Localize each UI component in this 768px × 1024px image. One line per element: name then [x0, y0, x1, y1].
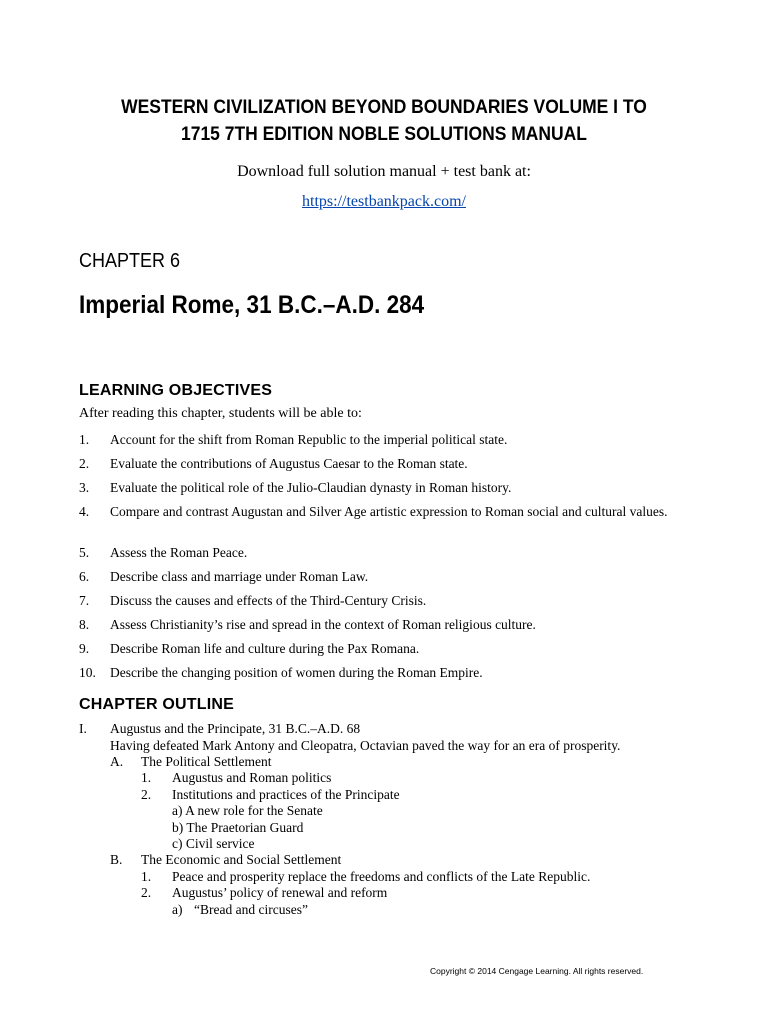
outline-text: The Political Settlement: [141, 754, 272, 769]
outline-text: Peace and prosperity replace the freedoms and conflicts of the Late Republic.: [172, 869, 591, 884]
objective-text: Evaluate the political role of the Julio-Claudian dynasty in Roman history.: [110, 480, 512, 495]
objective-text: Discuss the causes and effects of the Third-Century Crisis.: [110, 593, 427, 608]
objective-number: 2.: [79, 456, 90, 471]
objective-number: 10.: [79, 665, 96, 680]
outline-marker: 1.: [141, 869, 152, 884]
objective-item: [79, 431, 699, 448]
outline-marker: 1.: [141, 770, 152, 785]
outline-text: a) A new role for the Senate: [172, 803, 323, 818]
outline-text: Having defeated Mark Antony and Cleopatra, Octavian paved the way for an era of prosperity.: [110, 738, 621, 753]
objective-number: 8.: [79, 617, 90, 632]
objective-number: 9.: [79, 641, 90, 656]
title-line-1: WESTERN CIVILIZATION BEYOND BOUNDARIES VOLUME I TO: [121, 97, 647, 118]
chapter-outline-heading: CHAPTER OUTLINE: [79, 696, 234, 713]
objective-number: 3.: [79, 480, 90, 495]
objective-number: 1.: [79, 432, 90, 447]
objective-text: Account for the shift from Roman Republic to the imperial political state.: [110, 432, 508, 447]
objective-number: 6.: [79, 569, 90, 584]
outline-text: Augustus and the Principate, 31 B.C.–A.D. 68: [110, 721, 361, 736]
download-link[interactable]: https://testbankpack.com/: [302, 193, 466, 210]
outline-text: “Bread and circuses”: [194, 902, 308, 917]
copyright-footer: Copyright © 2014 Cengage Learning. All rights reserved.: [430, 966, 644, 976]
objective-text: Describe class and marriage under Roman Law.: [110, 569, 369, 584]
learning-objectives-intro: After reading this chapter, students will be able to:: [79, 406, 362, 421]
objective-item: [79, 568, 699, 585]
objective-number: 7.: [79, 593, 90, 608]
learning-objectives-heading: LEARNING OBJECTIVES: [79, 382, 273, 399]
title-line-2: 1715 7TH EDITION NOBLE SOLUTIONS MANUAL: [181, 124, 587, 145]
outline-marker: 2.: [141, 885, 152, 900]
objective-text: Assess the Roman Peace.: [110, 545, 248, 560]
objective-item: [79, 479, 699, 496]
outline-text: The Economic and Social Settlement: [141, 852, 342, 867]
outline-marker: B.: [110, 852, 123, 867]
objective-item: [79, 616, 699, 633]
outline-marker: I.: [79, 721, 87, 736]
outline-text: Institutions and practices of the Principate: [172, 787, 400, 802]
objective-item: [79, 640, 699, 657]
outline-text: Augustus’ policy of renewal and reform: [172, 885, 388, 900]
chapter-title: Imperial Rome, 31 B.C.–A.D. 284: [79, 291, 425, 319]
objective-text: Compare and contrast Augustan and Silver Age artistic expression to Roman social and cultural values.: [110, 504, 668, 519]
objective-item: [79, 664, 699, 681]
objective-item: [79, 503, 699, 520]
outline-text: Augustus and Roman politics: [172, 770, 332, 785]
download-link-container: [0, 193, 768, 211]
objective-item: [79, 592, 699, 609]
outline-marker: a): [172, 902, 183, 917]
objective-item: [79, 544, 699, 561]
chapter-label: CHAPTER 6: [79, 250, 181, 272]
outline-text: c) Civil service: [172, 836, 255, 851]
outline-text: b) The Praetorian Guard: [172, 820, 304, 835]
objective-text: Evaluate the contributions of Augustus Caesar to the Roman state.: [110, 456, 468, 471]
outline-marker: 2.: [141, 787, 152, 802]
objective-text: Describe Roman life and culture during the Pax Romana.: [110, 641, 420, 656]
document-title: [68, 94, 701, 148]
objective-text: Assess Christianity’s rise and spread in the context of Roman religious culture.: [110, 617, 536, 632]
objective-number: 4.: [79, 504, 90, 519]
objective-item: [79, 455, 699, 472]
download-text: Download full solution manual + test bank at:: [237, 163, 531, 180]
outline-marker: A.: [110, 754, 124, 769]
objective-number: 5.: [79, 545, 90, 560]
objective-text: Describe the changing position of women during the Roman Empire.: [110, 665, 483, 680]
